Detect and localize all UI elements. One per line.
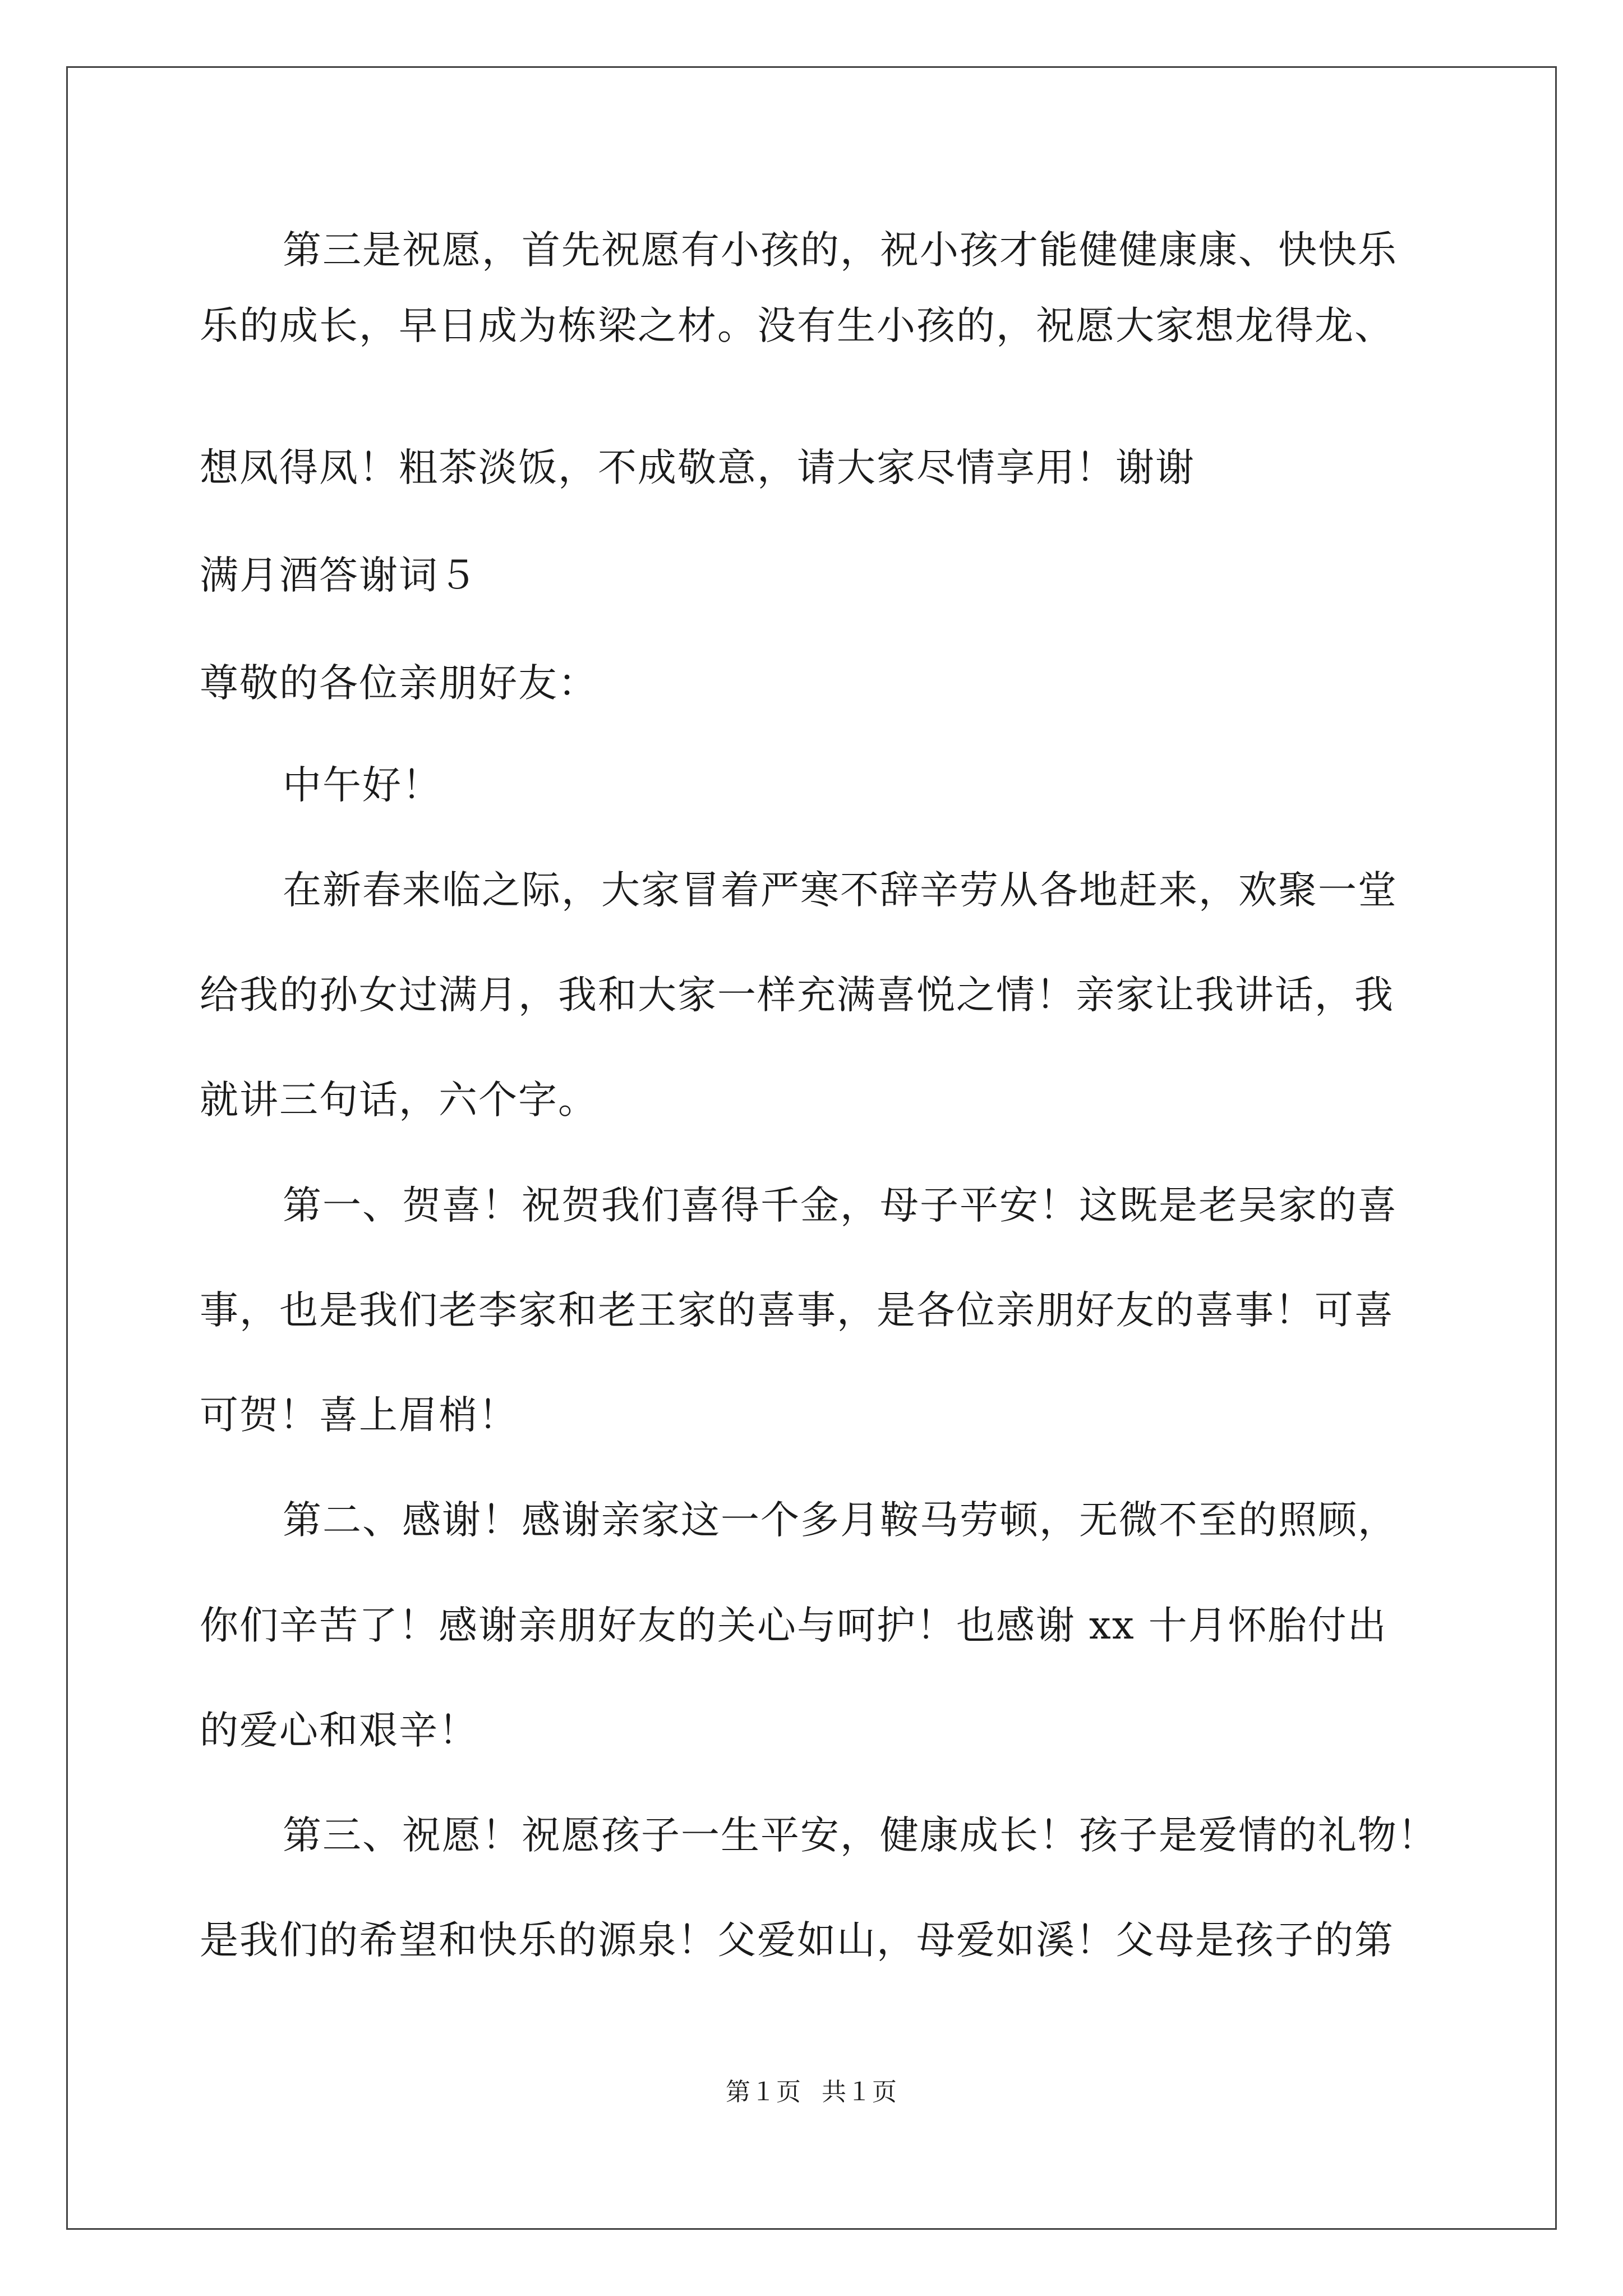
page-number: 第１页 — [726, 2078, 801, 2106]
text-line: 事，也是我们老李家和老王家的喜事，是各位亲朋好友的喜事！可喜 — [200, 1288, 1394, 1333]
text-line: 第一、贺喜！祝贺我们喜得千金，母子平安！这既是老吴家的喜 — [283, 1183, 1398, 1228]
text-line: 第三是祝愿，首先祝愿有小孩的，祝小孩才能健健康康、快快乐 — [283, 228, 1398, 273]
page-frame — [66, 66, 1557, 2230]
text-line: 的爱心和艰辛！ — [200, 1708, 478, 1753]
section-heading: 满月酒答谢词５ — [200, 553, 478, 598]
text-line: 第三、祝愿！祝愿孩子一生平安，健康成长！孩子是爱情的礼物！ — [283, 1813, 1437, 1858]
text-line: 在新春来临之际，大家冒着严寒不辞辛劳从各地赶来，欢聚一堂 — [283, 868, 1398, 913]
page-footer — [0, 2078, 1623, 2106]
page-total: 共１页 — [822, 2078, 897, 2106]
text-line: 可贺！喜上眉梢！ — [200, 1393, 518, 1438]
text-line: 想凤得凤！粗茶淡饭，不成敬意，请大家尽情享用！谢谢 — [200, 445, 1195, 490]
text-line: 第二、感谢！感谢亲家这一个多月鞍马劳顿，无微不至的照顾， — [283, 1498, 1398, 1543]
salutation: 尊敬的各位亲朋好友： — [200, 661, 598, 706]
text-line: 乐的成长，早日成为栋梁之材。没有生小孩的，祝愿大家想龙得龙、 — [200, 303, 1394, 348]
text-line: 你们辛苦了！感谢亲朋好友的关心与呵护！也感谢 xx 十月怀胎付出 — [200, 1603, 1387, 1648]
text-line: 是我们的希望和快乐的源泉！父爱如山，母爱如溪！父母是孩子的第 — [200, 1918, 1394, 1963]
text-line: 给我的孙女过满月，我和大家一样充满喜悦之情！亲家让我讲话，我 — [200, 973, 1394, 1018]
greeting: 中午好！ — [283, 763, 442, 808]
text-line: 就讲三句话，六个字。 — [200, 1078, 598, 1122]
